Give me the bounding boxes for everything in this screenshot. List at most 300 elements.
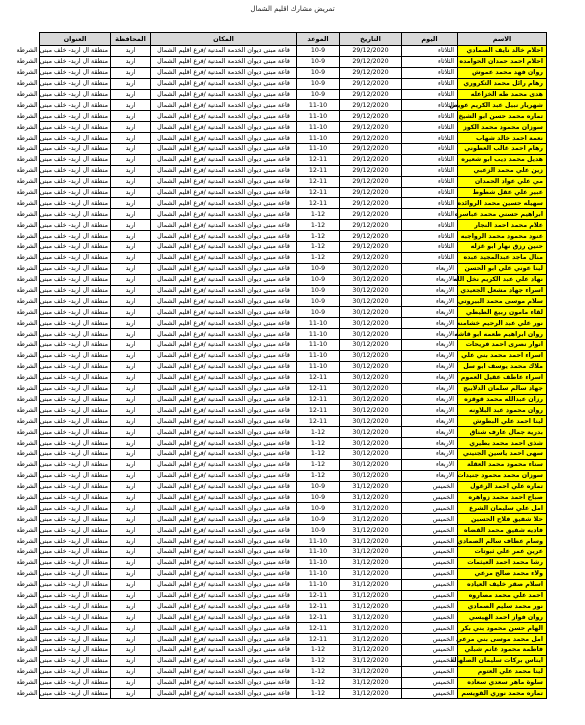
cell-name: هدى محمد طه الخزاعله: [458, 89, 547, 100]
cell-place: قاعة مبنى ديوان الخدمة المدنية /فرع اقليم الشمال: [151, 601, 297, 612]
cell-time: 12-11: [297, 165, 340, 176]
cell-address: منطقة ال اربد- خلف مبنى الشرطة: [40, 557, 111, 568]
cell-day: الاربعاء: [402, 274, 458, 285]
cell-place: قاعة مبنى ديوان الخدمة المدنية /فرع اقليم الشمال: [151, 231, 297, 242]
cell-time: 11-10: [297, 100, 340, 111]
cell-place: قاعة مبنى ديوان الخدمة المدنية /فرع اقليم الشمال: [151, 557, 297, 568]
cell-time: 1-12: [297, 459, 340, 470]
cell-day: الاربعاء: [402, 372, 458, 383]
cell-governorate: اربد: [111, 67, 151, 78]
cell-governorate: اربد: [111, 666, 151, 677]
cell-governorate: اربد: [111, 503, 151, 514]
cell-governorate: اربد: [111, 209, 151, 220]
cell-place: قاعة مبنى ديوان الخدمة المدنية /فرع اقليم الشمال: [151, 154, 297, 165]
cell-date: 29/12/2020: [340, 67, 402, 78]
cell-place: قاعة مبنى ديوان الخدمة المدنية /فرع اقليم الشمال: [151, 546, 297, 557]
cell-date: 31/12/2020: [340, 677, 402, 688]
cell-time: 10-9: [297, 307, 340, 318]
table-row: [40, 274, 547, 285]
cell-time: 10-9: [297, 296, 340, 307]
cell-address: منطقة ال اربد- خلف مبنى الشرطة: [40, 187, 111, 198]
table-row: [40, 677, 547, 688]
table-row: [40, 67, 547, 78]
cell-place: قاعة مبنى ديوان الخدمة المدنية /فرع اقليم الشمال: [151, 536, 297, 547]
cell-governorate: اربد: [111, 154, 151, 165]
cell-address: منطقة ال اربد- خلف مبنى الشرطة: [40, 176, 111, 187]
cell-time: 1-12: [297, 655, 340, 666]
cell-date: 29/12/2020: [340, 176, 402, 187]
cell-day: الاربعاء: [402, 350, 458, 361]
cell-date: 30/12/2020: [340, 307, 402, 318]
cell-date: 29/12/2020: [340, 220, 402, 231]
cell-address: منطقة ال اربد- خلف مبنى الشرطة: [40, 165, 111, 176]
cell-day: الاربعاء: [402, 307, 458, 318]
cell-time: 10-9: [297, 492, 340, 503]
cell-address: منطقة ال اربد- خلف مبنى الشرطة: [40, 579, 111, 590]
cell-governorate: اربد: [111, 296, 151, 307]
table-row: [40, 634, 547, 645]
table-row: [40, 514, 547, 525]
cell-day: الخميس: [402, 612, 458, 623]
cell-name: سلوة ماهر سعدي سعاده: [458, 677, 547, 688]
schedule-table: [16, 32, 547, 699]
cell-date: 31/12/2020: [340, 612, 402, 623]
cell-date: 29/12/2020: [340, 122, 402, 133]
table-row: [40, 78, 547, 89]
table-row: [40, 481, 547, 492]
cell-name: سهيله حسين محمد الروائده: [458, 198, 547, 209]
cell-date: 29/12/2020: [340, 252, 402, 263]
cell-governorate: اربد: [111, 481, 151, 492]
cell-name: نور محمد سليم الصمادي: [458, 601, 547, 612]
cell-time: 11-10: [297, 568, 340, 579]
cell-place: قاعة مبنى ديوان الخدمة المدنية /فرع اقليم الشمال: [151, 133, 297, 144]
table-row: [40, 56, 547, 67]
cell-date: 30/12/2020: [340, 438, 402, 449]
cell-day: الخميس: [402, 579, 458, 590]
table-row: [40, 361, 547, 372]
cell-governorate: اربد: [111, 340, 151, 351]
cell-day: الاربعاء: [402, 383, 458, 394]
cell-time: 1-12: [297, 427, 340, 438]
cell-date: 31/12/2020: [340, 557, 402, 568]
cell-place: قاعة مبنى ديوان الخدمة المدنية /فرع اقليم الشمال: [151, 416, 297, 427]
cell-name: انوار نصرى احمد فريحات: [458, 340, 547, 351]
cell-name: الهام حسن محمود بني بكر: [458, 623, 547, 634]
cell-address: منطقة ال اربد- خلف مبنى الشرطة: [40, 350, 111, 361]
cell-name: مي علي عواد الحمدان: [458, 176, 547, 187]
cell-date: 29/12/2020: [340, 46, 402, 57]
cell-address: منطقة ال اربد- خلف مبنى الشرطة: [40, 133, 111, 144]
cell-date: 31/12/2020: [340, 503, 402, 514]
cell-place: قاعة مبنى ديوان الخدمة المدنية /فرع اقليم الشمال: [151, 514, 297, 525]
cell-name: لقاء مامون ربيع الطيطي: [458, 307, 547, 318]
cell-governorate: اربد: [111, 122, 151, 133]
cell-place: قاعة مبنى ديوان الخدمة المدنية /فرع اقليم الشمال: [151, 427, 297, 438]
cell-date: 30/12/2020: [340, 459, 402, 470]
cell-place: قاعة مبنى ديوان الخدمة المدنية /فرع اقليم الشمال: [151, 503, 297, 514]
cell-date: 29/12/2020: [340, 165, 402, 176]
table-row: [40, 416, 547, 427]
cell-date: 31/12/2020: [340, 568, 402, 579]
cell-place: قاعة مبنى ديوان الخدمة المدنية /فرع اقليم الشمال: [151, 67, 297, 78]
cell-governorate: اربد: [111, 133, 151, 144]
table-row: [40, 372, 547, 383]
cell-time: 1-12: [297, 666, 340, 677]
cell-governorate: اربد: [111, 655, 151, 666]
cell-name: ابراهيم حسني محمد عباسره: [458, 209, 547, 220]
cell-time: 12-11: [297, 590, 340, 601]
cell-governorate: اربد: [111, 78, 151, 89]
cell-day: الثلاثاء: [402, 133, 458, 144]
cell-governorate: اربد: [111, 56, 151, 67]
cell-governorate: اربد: [111, 405, 151, 416]
cell-address: منطقة ال اربد- خلف مبنى الشرطة: [40, 122, 111, 133]
cell-time: 10-9: [297, 503, 340, 514]
cell-place: قاعة مبنى ديوان الخدمة المدنية /فرع اقليم الشمال: [151, 666, 297, 677]
cell-date: 30/12/2020: [340, 416, 402, 427]
cell-day: الخميس: [402, 536, 458, 547]
cell-time: 12-11: [297, 634, 340, 645]
cell-address: منطقة ال اربد- خلف مبنى الشرطة: [40, 242, 111, 253]
cell-place: قاعة مبنى ديوان الخدمة المدنية /فرع اقليم الشمال: [151, 481, 297, 492]
cell-address: منطقة ال اربد- خلف مبنى الشرطة: [40, 361, 111, 372]
cell-time: 10-9: [297, 46, 340, 57]
cell-day: الاربعاء: [402, 416, 458, 427]
cell-day: الثلاثاء: [402, 154, 458, 165]
cell-address: منطقة ال اربد- خلف مبنى الشرطة: [40, 634, 111, 645]
table-row: [40, 318, 547, 329]
cell-place: قاعة مبنى ديوان الخدمة المدنية /فرع اقليم الشمال: [151, 438, 297, 449]
cell-place: قاعة مبنى ديوان الخدمة المدنية /فرع اقليم الشمال: [151, 492, 297, 503]
table-row: [40, 546, 547, 557]
cell-address: منطقة ال اربد- خلف مبنى الشرطة: [40, 416, 111, 427]
table-row: [40, 209, 547, 220]
cell-date: 30/12/2020: [340, 383, 402, 394]
cell-address: منطقة ال اربد- خلف مبنى الشرطة: [40, 405, 111, 416]
cell-governorate: اربد: [111, 514, 151, 525]
cell-day: الاربعاء: [402, 318, 458, 329]
cell-time: 1-12: [297, 677, 340, 688]
cell-address: منطقة ال اربد- خلف مبنى الشرطة: [40, 198, 111, 209]
cell-governorate: اربد: [111, 677, 151, 688]
cell-address: منطقة ال اربد- خلف مبنى الشرطة: [40, 525, 111, 536]
cell-governorate: اربد: [111, 557, 151, 568]
cell-place: قاعة مبنى ديوان الخدمة المدنية /فرع اقليم الشمال: [151, 677, 297, 688]
cell-name: وسام عطاف سالم الصمادي: [458, 536, 547, 547]
cell-time: 1-12: [297, 438, 340, 449]
cell-governorate: اربد: [111, 263, 151, 274]
cell-name: ولاء محمد صالح مرعي: [458, 568, 547, 579]
cell-place: قاعة مبنى ديوان الخدمة المدنية /فرع اقليم الشمال: [151, 525, 297, 536]
cell-governorate: اربد: [111, 644, 151, 655]
cell-name: امل علي سليمان الشرع: [458, 503, 547, 514]
cell-date: 29/12/2020: [340, 78, 402, 89]
cell-place: قاعة مبنى ديوان الخدمة المدنية /فرع اقليم الشمال: [151, 590, 297, 601]
cell-address: منطقة ال اربد- خلف مبنى الشرطة: [40, 263, 111, 274]
cell-governorate: اربد: [111, 165, 151, 176]
cell-governorate: اربد: [111, 329, 151, 340]
cell-name: عبير علي عقل شطوط: [458, 187, 547, 198]
cell-name: رهام رائل محمد التكروري: [458, 78, 547, 89]
cell-day: الثلاثاء: [402, 67, 458, 78]
cell-address: منطقة ال اربد- خلف مبنى الشرطة: [40, 318, 111, 329]
cell-place: قاعة مبنى ديوان الخدمة المدنية /فرع اقليم الشمال: [151, 263, 297, 274]
cell-day: الخميس: [402, 655, 458, 666]
cell-day: الاربعاء: [402, 340, 458, 351]
cell-address: منطقة ال اربد- خلف مبنى الشرطة: [40, 503, 111, 514]
cell-place: قاعة مبنى ديوان الخدمة المدنية /فرع اقليم الشمال: [151, 405, 297, 416]
cell-place: قاعة مبنى ديوان الخدمة المدنية /فرع اقليم الشمال: [151, 252, 297, 263]
cell-time: 11-10: [297, 350, 340, 361]
cell-day: الخميس: [402, 644, 458, 655]
cell-name: لينا عوني علي ابو الحسن: [458, 263, 547, 274]
cell-date: 31/12/2020: [340, 655, 402, 666]
cell-date: 29/12/2020: [340, 111, 402, 122]
cell-address: منطقة ال اربد- خلف مبنى الشرطة: [40, 372, 111, 383]
cell-time: 12-11: [297, 176, 340, 187]
cell-date: 30/12/2020: [340, 274, 402, 285]
cell-address: منطقة ال اربد- خلف مبنى الشرطة: [40, 514, 111, 525]
cell-address: منطقة ال اربد- خلف مبنى الشرطة: [40, 252, 111, 263]
cell-name: فاطمة محمود غانم شبلي: [458, 644, 547, 655]
cell-governorate: اربد: [111, 285, 151, 296]
table-row: [40, 187, 547, 198]
cell-governorate: اربد: [111, 448, 151, 459]
cell-address: منطقة ال اربد- خلف مبنى الشرطة: [40, 481, 111, 492]
cell-name: سناء محمود محمد العقلة: [458, 459, 547, 470]
cell-day: الثلاثاء: [402, 231, 458, 242]
cell-name: امل محمد موسى بني مرعي: [458, 634, 547, 645]
cell-governorate: اربد: [111, 231, 151, 242]
table-row: [40, 307, 547, 318]
cell-name: تماره محمد حسن ابو الشيخ: [458, 111, 547, 122]
cell-address: منطقة ال اربد- خلف مبنى الشرطة: [40, 601, 111, 612]
cell-time: 11-10: [297, 340, 340, 351]
cell-address: منطقة ال اربد- خلف مبنى الشرطة: [40, 623, 111, 634]
cell-day: الاربعاء: [402, 296, 458, 307]
cell-time: 10-9: [297, 67, 340, 78]
table-row: [40, 220, 547, 231]
cell-place: قاعة مبنى ديوان الخدمة المدنية /فرع اقليم الشمال: [151, 318, 297, 329]
cell-address: منطقة ال اربد- خلف مبنى الشرطة: [40, 209, 111, 220]
cell-governorate: اربد: [111, 688, 151, 699]
cell-address: منطقة ال اربد- خلف مبنى الشرطة: [40, 546, 111, 557]
cell-address: منطقة ال اربد- خلف مبنى الشرطة: [40, 296, 111, 307]
cell-address: منطقة ال اربد- خلف مبنى الشرطة: [40, 78, 111, 89]
cell-time: 12-11: [297, 405, 340, 416]
cell-date: 31/12/2020: [340, 623, 402, 634]
cell-day: الثلاثاء: [402, 56, 458, 67]
cell-date: 31/12/2020: [340, 688, 402, 699]
table-row: [40, 144, 547, 155]
cell-address: منطقة ال اربد- خلف مبنى الشرطة: [40, 144, 111, 155]
table-row: [40, 46, 547, 57]
cell-time: 1-12: [297, 448, 340, 459]
cell-place: قاعة مبنى ديوان الخدمة المدنية /فرع اقليم الشمال: [151, 568, 297, 579]
cell-place: قاعة مبنى ديوان الخدمة المدنية /فرع اقليم الشمال: [151, 655, 297, 666]
cell-time: 10-9: [297, 285, 340, 296]
cell-date: 30/12/2020: [340, 405, 402, 416]
table-row: [40, 100, 547, 111]
table-row: [40, 536, 547, 547]
table-row: [40, 252, 547, 263]
cell-place: قاعة مبنى ديوان الخدمة المدنية /فرع اقليم الشمال: [151, 176, 297, 187]
cell-place: قاعة مبنى ديوان الخدمة المدنية /فرع اقليم الشمال: [151, 340, 297, 351]
cell-address: منطقة ال اربد- خلف مبنى الشرطة: [40, 329, 111, 340]
cell-place: قاعة مبنى ديوان الخدمة المدنية /فرع اقليم الشمال: [151, 56, 297, 67]
cell-date: 30/12/2020: [340, 296, 402, 307]
cell-time: 1-12: [297, 209, 340, 220]
cell-time: 12-11: [297, 187, 340, 198]
table-row: [40, 242, 547, 253]
cell-governorate: اربد: [111, 536, 151, 547]
cell-address: منطقة ال اربد- خلف مبنى الشرطة: [40, 536, 111, 547]
cell-day: الخميس: [402, 492, 458, 503]
cell-name: نور علي عبد الرحيم خشامنه: [458, 318, 547, 329]
cell-day: الاربعاء: [402, 448, 458, 459]
cell-address: منطقة ال اربد- خلف مبنى الشرطة: [40, 100, 111, 111]
cell-governorate: اربد: [111, 383, 151, 394]
cell-place: قاعة مبنى ديوان الخدمة المدنية /فرع اقليم الشمال: [151, 285, 297, 296]
cell-day: الثلاثاء: [402, 100, 458, 111]
table-row: [40, 165, 547, 176]
cell-place: قاعة مبنى ديوان الخدمة المدنية /فرع اقليم الشمال: [151, 372, 297, 383]
cell-time: 12-11: [297, 383, 340, 394]
cell-address: منطقة ال اربد- خلف مبنى الشرطة: [40, 56, 111, 67]
table-row: [40, 448, 547, 459]
cell-name: احمد علي محمد مصاروه: [458, 590, 547, 601]
cell-name: روان فهد محمد عموش: [458, 67, 547, 78]
table-row: [40, 329, 547, 340]
cell-date: 31/12/2020: [340, 525, 402, 536]
cell-place: قاعة مبنى ديوان الخدمة المدنية /فرع اقليم الشمال: [151, 209, 297, 220]
table-body: [16, 46, 547, 699]
header-time: الموعد: [297, 33, 340, 46]
cell-governorate: اربد: [111, 546, 151, 557]
cell-date: 30/12/2020: [340, 394, 402, 405]
cell-address: منطقة ال اربد- خلف مبنى الشرطة: [40, 427, 111, 438]
cell-place: قاعة مبنى ديوان الخدمة المدنية /فرع اقليم الشمال: [151, 78, 297, 89]
cell-time: 10-9: [297, 481, 340, 492]
table-row: [40, 111, 547, 122]
cell-day: الثلاثاء: [402, 187, 458, 198]
cell-time: 11-10: [297, 557, 340, 568]
cell-place: قاعة مبنى ديوان الخدمة المدنية /فرع اقليم الشمال: [151, 623, 297, 634]
cell-time: 12-11: [297, 416, 340, 427]
table-row: [40, 623, 547, 634]
cell-day: الخميس: [402, 481, 458, 492]
cell-name: لينا احمد علي البطوش: [458, 416, 547, 427]
cell-day: الثلاثاء: [402, 78, 458, 89]
table-row: [40, 601, 547, 612]
cell-name: منال ماجد عبدالمجيد عبده: [458, 252, 547, 263]
cell-day: الاربعاء: [402, 470, 458, 481]
cell-governorate: اربد: [111, 372, 151, 383]
table-row: [40, 427, 547, 438]
cell-name: بدرية جمال عارف شناق: [458, 427, 547, 438]
cell-date: 31/12/2020: [340, 579, 402, 590]
cell-time: 11-10: [297, 546, 340, 557]
cell-date: 30/12/2020: [340, 350, 402, 361]
cell-governorate: اربد: [111, 220, 151, 231]
cell-governorate: اربد: [111, 459, 151, 470]
cell-address: منطقة ال اربد- خلف مبنى الشرطة: [40, 285, 111, 296]
cell-governorate: اربد: [111, 634, 151, 645]
cell-governorate: اربد: [111, 623, 151, 634]
cell-governorate: اربد: [111, 427, 151, 438]
cell-time: 10-9: [297, 274, 340, 285]
cell-day: الاربعاء: [402, 427, 458, 438]
cell-address: منطقة ال اربد- خلف مبنى الشرطة: [40, 644, 111, 655]
cell-place: قاعة مبنى ديوان الخدمة المدنية /فرع اقليم الشمال: [151, 46, 297, 57]
cell-governorate: اربد: [111, 111, 151, 122]
cell-time: 10-9: [297, 78, 340, 89]
cell-name: رشا محمد احمد العيثمات: [458, 557, 547, 568]
document-title: تمريض مشارك اقليم الشمال: [250, 5, 335, 13]
cell-name: لينا محمد علي العتوم: [458, 666, 547, 677]
cell-time: 12-11: [297, 198, 340, 209]
cell-day: الخميس: [402, 666, 458, 677]
table-row: [40, 405, 547, 416]
header-place: المكان: [151, 33, 297, 46]
cell-date: 29/12/2020: [340, 144, 402, 155]
cell-name: اسلام صقر خليف العياده: [458, 579, 547, 590]
cell-address: منطقة ال اربد- خلف مبنى الشرطة: [40, 231, 111, 242]
cell-name: اسراء جهاد مشعل الجعيدي: [458, 285, 547, 296]
cell-date: 30/12/2020: [340, 318, 402, 329]
cell-day: الخميس: [402, 557, 458, 568]
cell-date: 30/12/2020: [340, 263, 402, 274]
cell-governorate: اربد: [111, 590, 151, 601]
table-row: [40, 89, 547, 100]
cell-name: نهاد علي عبد الكريم نخل الله: [458, 274, 547, 285]
cell-place: قاعة مبنى ديوان الخدمة المدنية /فرع اقليم الشمال: [151, 220, 297, 231]
table-row: [40, 263, 547, 274]
cell-address: منطقة ال اربد- خلف مبنى الشرطة: [40, 307, 111, 318]
cell-date: 29/12/2020: [340, 242, 402, 253]
cell-day: الاربعاء: [402, 285, 458, 296]
cell-time: 1-12: [297, 252, 340, 263]
header-date: التاريخ: [340, 33, 402, 46]
cell-date: 30/12/2020: [340, 285, 402, 296]
cell-governorate: اربد: [111, 89, 151, 100]
cell-name: سوزان محمد محمود جنيدات: [458, 470, 547, 481]
cell-day: الاربعاء: [402, 438, 458, 449]
cell-name: حنين رزق نهار ابو غزله: [458, 242, 547, 253]
cell-time: 12-11: [297, 601, 340, 612]
table-row: [40, 176, 547, 187]
table-row: [40, 122, 547, 133]
cell-date: 30/12/2020: [340, 372, 402, 383]
cell-place: قاعة مبنى ديوان الخدمة المدنية /فرع اقليم الشمال: [151, 361, 297, 372]
cell-date: 29/12/2020: [340, 209, 402, 220]
cell-name: عنود محمود محمد الرواجبه: [458, 231, 547, 242]
cell-name: سهى احمد ياسين الجنيني: [458, 448, 547, 459]
cell-date: 29/12/2020: [340, 198, 402, 209]
cell-name: تماره علي احمد الزغول: [458, 481, 547, 492]
cell-name: روان ابراهيم طعمه ابو قاشه: [458, 329, 547, 340]
cell-name: رزان عبدالله محمد قوقزه: [458, 394, 547, 405]
cell-date: 29/12/2020: [340, 133, 402, 144]
cell-name: جهاد سالم سلمان الدلابيج: [458, 383, 547, 394]
cell-address: منطقة ال اربد- خلف مبنى الشرطة: [40, 590, 111, 601]
cell-governorate: اربد: [111, 470, 151, 481]
cell-day: الخميس: [402, 677, 458, 688]
cell-address: منطقة ال اربد- خلف مبنى الشرطة: [40, 438, 111, 449]
cell-day: الخميس: [402, 568, 458, 579]
cell-day: الاربعاء: [402, 263, 458, 274]
